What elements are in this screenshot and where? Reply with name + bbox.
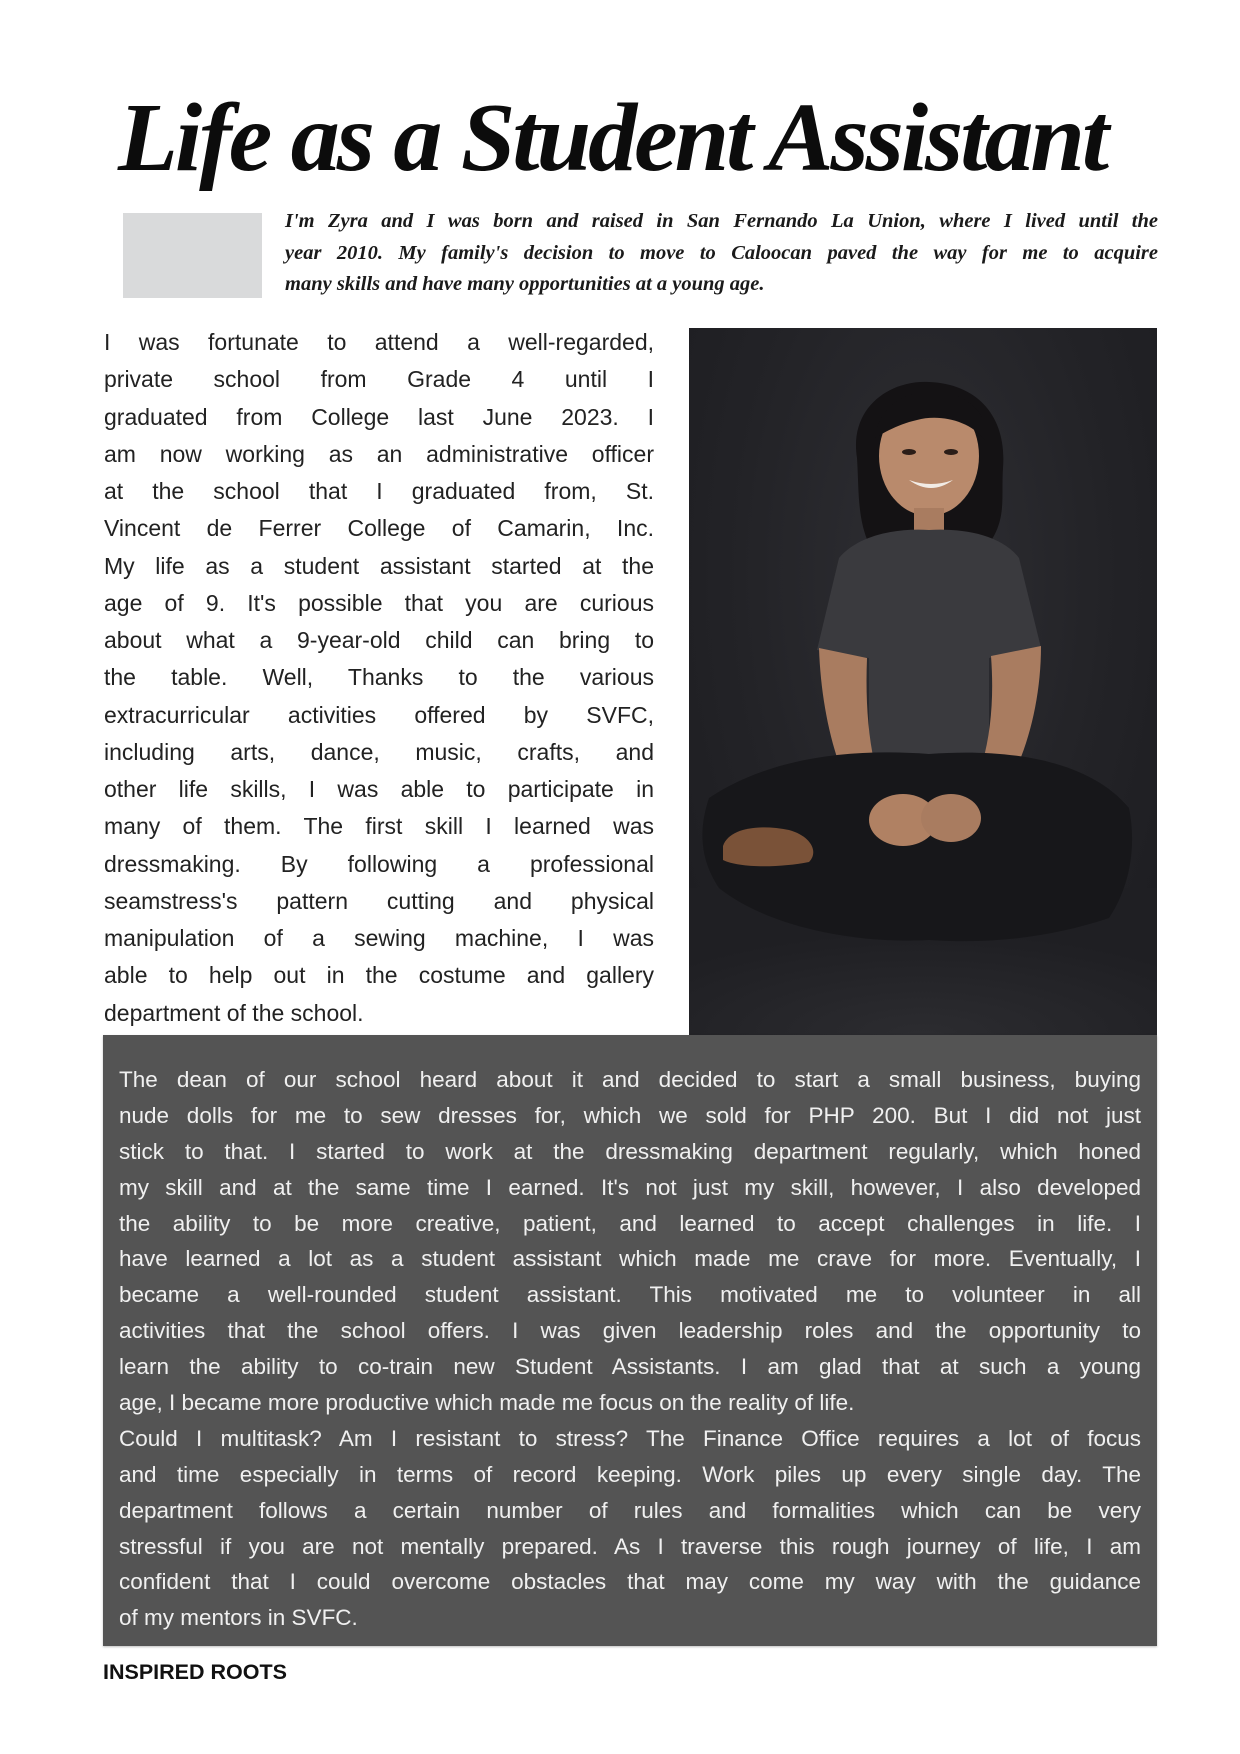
body-left-line: able to help out in the costume and gallery [104, 962, 654, 989]
story-line: Could I multitask? Am I resistant to stress? The Finance Office requires a lot of focus [119, 1425, 1141, 1451]
body-left-line: at the school that I graduated from, St. [104, 478, 654, 504]
story-box [103, 1035, 1157, 1646]
body-left-column [104, 324, 654, 1032]
story-line: confident that I could overcome obstacles that may come my way with the guidance [119, 1569, 1141, 1595]
body-left-line: including arts, dance, music, crafts, and [104, 738, 654, 765]
story-line: The dean of our school heard about it and decided to start a small business, buying [119, 1067, 1141, 1092]
article-title: Life as a Student Assistant [118, 84, 1107, 192]
story-line: the ability to be more creative, patient, and learned to accept challenges in life. I [119, 1210, 1141, 1236]
footer-brand: INSPIRED ROOTS [103, 1660, 287, 1684]
story-line: activities that the school offers. I was given leadership roles and the opportunity to [119, 1318, 1141, 1344]
story-line: age, I became more productive which made me focus on the reality of life. [119, 1390, 855, 1416]
story-paragraphs [119, 1062, 1141, 1636]
story-line: nude dolls for me to sew dresses for, which we sold for PHP 200. But I did not just [119, 1102, 1141, 1128]
gray-placeholder-block [123, 213, 262, 298]
story-line: of my mentors in SVFC. [119, 1605, 358, 1631]
body-left-line: private school from Grade 4 until I [104, 366, 654, 393]
story-line: my skill and at the same time I earned. It's not just my skill, however, I also developed [119, 1174, 1141, 1200]
body-left-line: My life as a student assistant started at the [104, 552, 654, 579]
left-eye [902, 449, 916, 455]
body-left-line: Vincent de Ferrer College of Camarin, Inc. [104, 515, 654, 542]
body-left-line: extracurricular activities offered by SVFC, [104, 701, 654, 728]
body-left-line: age of 9. It's possible that you are curious [104, 589, 654, 616]
body-left-line: many of them. The first skill I learned was [104, 813, 654, 840]
intro-line: year 2010. My family's decision to move to Caloocan paved the way for me to acquire [285, 241, 1158, 264]
body-left-line: the table. Well, Thanks to the various [104, 664, 654, 691]
story-line: and time especially in terms of record keeping. Work piles up every single day. The [119, 1461, 1141, 1487]
story-line: stick to that. I started to work at the dressmaking department regularly, which honed [119, 1138, 1141, 1164]
body-left-line: am now working as an administrative officer [104, 440, 654, 467]
story-line: became a well-rounded student assistant. This motivated me to volunteer in all [119, 1282, 1141, 1308]
story-line: stressful if you are not mentally prepared. As I traverse this rough journey of life, I am [119, 1533, 1141, 1559]
story-line: learn the ability to co-train new Student Assistants. I am glad that at such a young [119, 1354, 1141, 1380]
body-left-line: dressmaking. By following a professional [104, 850, 654, 877]
body-left-line: I was fortunate to attend a well-regarded, [104, 329, 654, 355]
body-left-line: seamstress's pattern cutting and physical [104, 887, 654, 914]
body-left-line: department of the school. [104, 999, 364, 1026]
intro-paragraph [285, 206, 1158, 301]
body-left-line: about what a 9-year-old child can bring to [104, 627, 654, 653]
right-eye [944, 449, 958, 455]
body-left-line: manipulation of a sewing machine, I was [104, 925, 654, 951]
body-left-line: graduated from College last June 2023. I [104, 403, 654, 430]
portrait-photo [689, 328, 1157, 1035]
story-line: have learned a lot as a student assistant which made me crave for more. Eventually, I [119, 1246, 1141, 1272]
right-hand [921, 794, 981, 842]
story-line: department follows a certain number of rules and formalities which can be very [119, 1497, 1141, 1523]
intro-line: I'm Zyra and I was born and raised in San Fernando La Union, where I lived until the [285, 210, 1158, 232]
portrait-illustration [689, 328, 1157, 1035]
intro-line: many skills and have many opportunities at a young age. [285, 273, 765, 295]
body-left-line: other life skills, I was able to participate in [104, 776, 654, 802]
